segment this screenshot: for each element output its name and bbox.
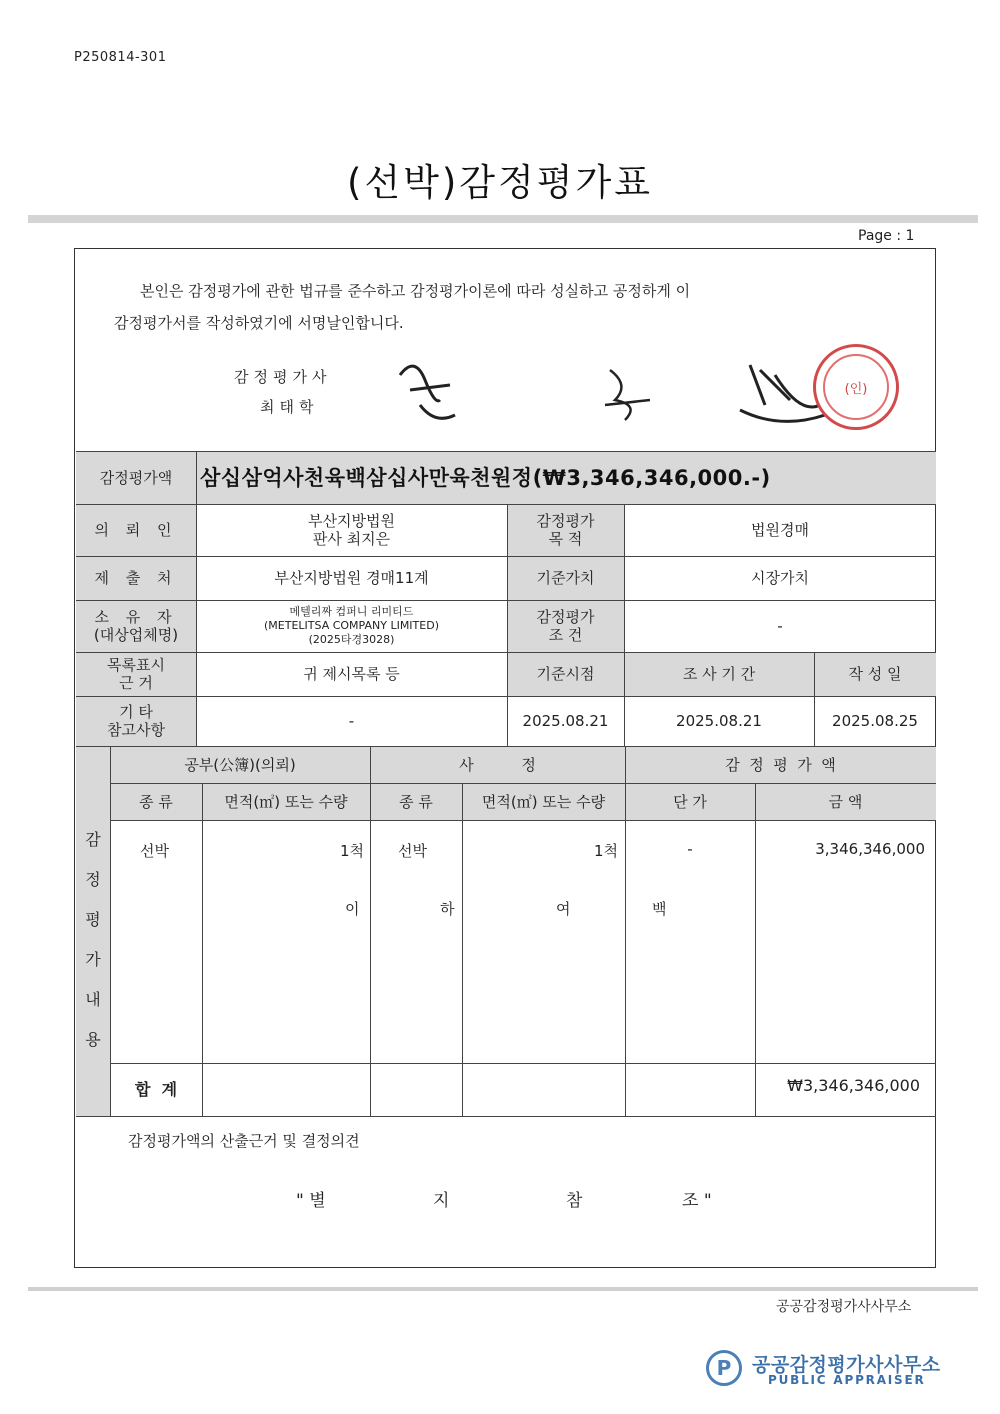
side-char: 내 <box>85 990 101 1009</box>
survey-type-cell: 선박 <box>398 842 427 860</box>
side-char: 가 <box>85 950 101 969</box>
footer-office-name: 공공감정평가사사무소 <box>776 1299 912 1315</box>
case-number: (2025타경3028) <box>308 633 395 646</box>
column-header-register-qty: 면적(㎡) 또는 수량 <box>224 792 348 811</box>
basis-label: 기준가치 <box>536 569 595 587</box>
client-label: 의 뢰 인 <box>94 521 178 539</box>
etc-label-line-2: 참고사항 <box>107 721 165 739</box>
side-char: 감 <box>85 830 101 849</box>
catalog-label-line-1: 목록표시 <box>107 656 165 674</box>
page-number: Page : 1 <box>858 228 915 244</box>
owner-label-line-2: (대상업체명) <box>93 626 179 644</box>
rule <box>755 783 756 1116</box>
unit-price-cell: - <box>687 840 693 858</box>
amount-label: 감정평가액 <box>99 468 173 487</box>
rule <box>110 820 936 821</box>
column-header-unit-price: 단 가 <box>673 792 707 811</box>
column-header-amount: 금 액 <box>828 792 863 811</box>
column-header-survey-qty: 면적(㎡) 또는 수량 <box>481 792 606 811</box>
blank-marker-char: 여 <box>556 900 571 918</box>
catalog-label <box>76 652 196 696</box>
appraiser-title: 감정평가사 <box>234 368 332 386</box>
title-divider <box>28 215 978 223</box>
survey-group-header: 사 정 <box>459 755 536 774</box>
written-date-label: 작 성 일 <box>848 665 902 683</box>
purpose-label-line-1: 감정평가 <box>536 512 595 530</box>
content-side-label <box>76 820 110 1060</box>
logo-english-name: PUBLIC APPRAISER <box>768 1373 926 1387</box>
handwritten-signature <box>380 345 850 435</box>
purpose-value: 법원경매 <box>751 521 809 539</box>
catalog-label-line-2: 근 거 <box>119 674 153 692</box>
appraisal-group-header: 감 정 평 가 액 <box>725 755 836 774</box>
blank-marker-char: 하 <box>440 900 455 918</box>
side-char: 용 <box>85 1030 101 1049</box>
submit-value: 부산지방법원 경매11계 <box>274 569 429 587</box>
rule <box>462 783 463 1116</box>
catalog-value: 귀 제시목록 등 <box>303 665 400 683</box>
condition-label <box>507 600 624 652</box>
etc-label-line-1: 기 타 <box>119 703 153 721</box>
logo-korean-name: 공공감정평가사사무소 <box>752 1354 941 1376</box>
owner-name-english: (METELITSA COMPANY LIMITED) <box>264 619 439 632</box>
declaration-line-2: 감정평가서를 작성하였기에 서명날인합니다. <box>114 314 404 332</box>
side-char: 평 <box>85 910 101 929</box>
base-date-label: 기준시점 <box>536 665 595 683</box>
amount-value: 삼십삼억사천육백삼십사만육천원정(₩3,346,346,000.-) <box>200 465 771 490</box>
footer-divider <box>28 1287 978 1291</box>
seal-text: (인) <box>844 381 868 397</box>
register-group-header: 공부(公簿)(의뢰) <box>184 755 296 774</box>
column-header-register-type: 종 류 <box>139 792 173 811</box>
survey-period-label: 조 사 기 간 <box>682 665 756 683</box>
owner-name-korean: 메텔리짜 컴퍼니 리미티드 <box>289 605 414 618</box>
written-date-value: 2025.08.25 <box>832 712 918 730</box>
condition-label-line-1: 감정평가 <box>536 608 595 626</box>
basis-note-part: 조 " <box>682 1191 712 1211</box>
basis-heading: 감정평가액의 산출근거 및 결정의견 <box>128 1132 360 1150</box>
purpose-label <box>507 504 624 556</box>
owner-value <box>196 600 507 652</box>
amount-cell: 3,346,346,000 <box>815 840 925 858</box>
blank-marker-char: 백 <box>652 900 667 918</box>
survey-period-value: 2025.08.21 <box>676 712 762 730</box>
side-char: 정 <box>85 870 101 889</box>
column-header-survey-type: 종 류 <box>399 792 433 811</box>
owner-label <box>76 600 196 652</box>
basis-value: 시장가치 <box>751 569 809 587</box>
blank-marker-char: 이 <box>345 900 360 918</box>
basis-note-part: " 별 <box>296 1191 326 1211</box>
appraiser-name: 최태학 <box>260 398 319 416</box>
owner-label-line-1: 소 유 자 <box>94 608 178 626</box>
purpose-label-line-2: 목 적 <box>548 530 583 548</box>
client-value <box>196 504 507 556</box>
etc-label <box>76 696 196 746</box>
submit-label: 제 출 처 <box>94 569 178 587</box>
etc-value: - <box>348 712 355 730</box>
rule <box>202 783 203 1116</box>
condition-value: - <box>777 617 783 635</box>
rule <box>76 1116 936 1117</box>
condition-label-line-2: 조 건 <box>548 626 583 644</box>
client-judge: 판사 최지은 <box>312 530 391 548</box>
survey-qty-cell: 1척 <box>593 842 618 860</box>
basis-note-part: 지 <box>433 1191 450 1211</box>
official-seal <box>813 344 899 430</box>
client-court: 부산지방법원 <box>308 512 395 530</box>
total-label: 합 계 <box>134 1079 178 1099</box>
document-id: P250814-301 <box>74 50 167 65</box>
logo-icon <box>706 1350 742 1386</box>
logo-icon-letter: P <box>716 1356 732 1380</box>
basis-note-part: 참 <box>566 1191 583 1211</box>
total-amount: ₩3,346,346,000 <box>787 1076 920 1095</box>
rule <box>110 1063 936 1064</box>
register-qty-cell: 1척 <box>339 842 364 860</box>
declaration-line-1: 본인은 감정평가에 관한 법규를 준수하고 감정평가이론에 따라 성실하고 공정하게 이 <box>140 282 691 300</box>
base-date-value: 2025.08.21 <box>522 712 609 730</box>
seal-inner-ring <box>823 354 889 420</box>
document-title: (선박)감정평가표 <box>346 161 654 204</box>
register-type-cell: 선박 <box>140 842 169 860</box>
